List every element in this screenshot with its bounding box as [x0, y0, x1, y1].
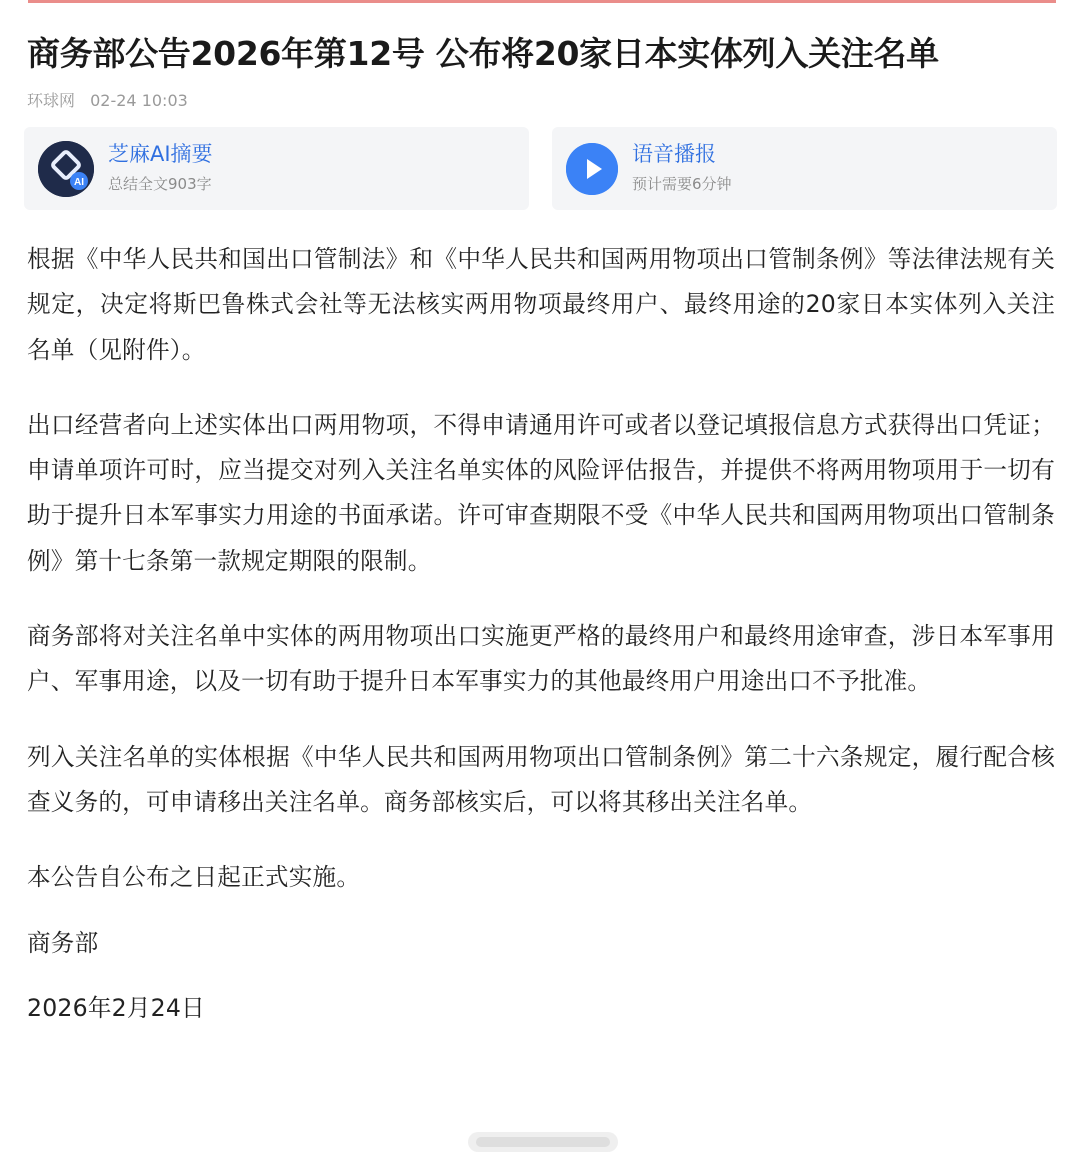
body-paragraph-4: 列入关注名单的实体根据《中华人民共和国两用物项出口管制条例》第二十六条规定，履行配合核查义务的，可申请移出关注名单。商务部核实后，可以将其移出关注名单。: [27, 742, 1055, 816]
body-paragraph-2: 出口经营者向上述实体出口两用物项，不得申请通用许可或者以登记填报信息方式获得出口凭证；申请单项许可时，应当提交对列入关注名单实体的风险评估报告，并提供不将两用物项用于一切有助于提升日本军事实力用途的书面承诺。许可审查期限不受《中华人民共和国两用物项出口管制条例》第十七条第一款规定期限的限制。: [27, 410, 1055, 575]
audio-broadcast-subtitle: 预计需要6分钟: [632, 175, 732, 193]
top-accent-bar: [28, 0, 1056, 3]
ai-summary-subtitle: 总结全文903字: [108, 175, 212, 193]
article-title: 商务部公告2026年第12号 公布将20家日本实体列入关注名单: [27, 34, 939, 73]
ai-logo-icon: [38, 141, 94, 197]
article-time: 02-24 10:03: [90, 91, 188, 110]
article-source[interactable]: 环球网: [27, 91, 76, 110]
play-icon[interactable]: [566, 143, 618, 195]
audio-broadcast-card[interactable]: [552, 127, 1057, 210]
article-meta: [27, 89, 188, 113]
svg-text:AI: AI: [74, 177, 84, 188]
body-paragraph-1: 根据《中华人民共和国出口管制法》和《中华人民共和国两用物项出口管制条例》等法律法规有关规定，决定将斯巴鲁株式会社等无法核实两用物项最终用户、最终用途的20家日本实体列入关注名单（见附件）。: [27, 245, 1055, 364]
ai-summary-card[interactable]: [24, 127, 529, 210]
publish-date: 2026年2月24日: [27, 993, 205, 1022]
ai-summary-title: 芝麻AI摘要: [108, 142, 213, 166]
audio-broadcast-title: 语音播报: [632, 142, 716, 166]
watermark-image: [468, 1129, 618, 1155]
body-paragraph-3: 商务部将对关注名单中实体的两用物项出口实施更严格的最终用户和最终用途审查，涉日本军事用户、军事用途，以及一切有助于提升日本军事实力的其他最终用户用途出口不予批准。: [27, 622, 1055, 696]
signature: 商务部: [27, 928, 99, 957]
body-paragraph-5: 本公告自公布之日起正式实施。: [27, 863, 361, 892]
article-body: [27, 237, 1055, 1051]
